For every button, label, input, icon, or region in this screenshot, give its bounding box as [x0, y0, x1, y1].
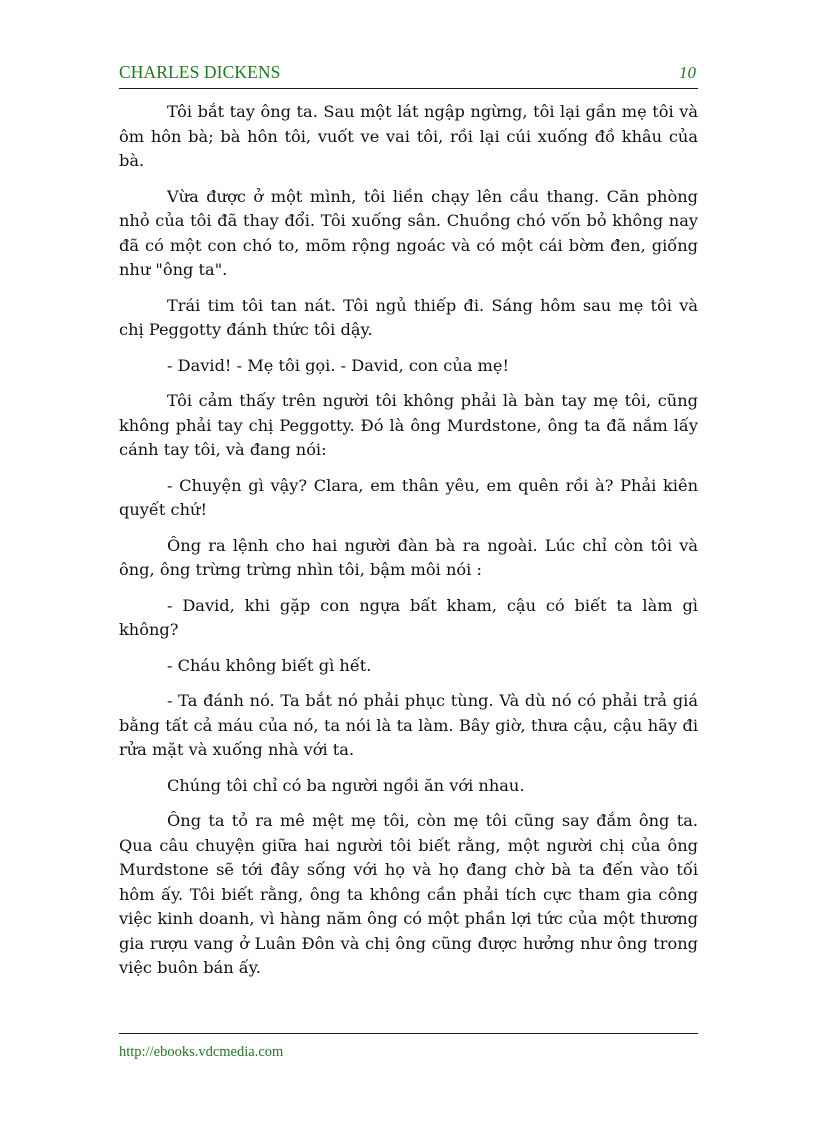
paragraph: - David! - Mẹ tôi gọi. - David, con của mẹ!	[167, 355, 509, 375]
page-number: 10	[679, 63, 696, 82]
footer-url: http://ebooks.vdcmedia.com	[119, 1044, 284, 1060]
paragraph: Vừa được ở một mình, tôi liền chạy lên cầu thang. Căn phòng nhỏ của tôi đã thay đổi. Tôi xuống sân. Chuồng chó vốn bỏ không nay đã có một con chó to, mõm rộng ngoác và có một cái bờm đen, giống như "ông ta".	[119, 186, 698, 279]
paragraph: Ông ra lệnh cho hai người đàn bà ra ngoài. Lúc chỉ còn tôi và ông, ông trừng trừng nhìn tôi, bậm môi nói :	[119, 535, 698, 579]
page-header	[119, 60, 698, 89]
paragraph: Chúng tôi chỉ có ba người ngồi ăn với nhau.	[167, 775, 525, 795]
running-head-author: CHARLES DICKENS	[119, 62, 281, 82]
paragraph: - Ta đánh nó. Ta bắt nó phải phục tùng. Và dù nó có phải trả giá bằng tất cả máu của nó, ta nói là ta làm. Bây giờ, thưa cậu, cậu hãy đi rửa mặt và xuống nhà với ta.	[119, 691, 698, 759]
paragraph: Tôi bắt tay ông ta. Sau một lát ngập ngừng, tôi lại gần mẹ tôi và ôm hôn bà; bà hôn tôi, vuốt ve vai tôi, rồi lại cúi xuống đồ khâu của bà.	[119, 102, 698, 170]
paragraph: - Chuyện gì vậy? Clara, em thân yêu, em quên rồi à? Phải kiên quyết chứ!	[119, 475, 698, 519]
paragraph: - David, khi gặp con ngựa bất kham, cậu có biết ta làm gì không?	[119, 595, 698, 639]
paragraph: Ông ta tỏ ra mê mệt mẹ tôi, còn mẹ tôi cũng say đắm ông ta. Qua câu chuyện giữa hai người tôi biết rằng, một người chị của ông Murdstone sẽ tới đây sống với họ và họ đang chờ bà ta đến vào tối hôm ấy. Tôi biết rằng, ông ta không cần phải tích cực tham gia công việc kinh doanh, vì hàng năm ông có một phần lợi tức của một thương gia rượu vang ở Luân Đôn và chị ông cũng được hưởng như ông trong việc buôn bán ấy.	[119, 811, 698, 977]
paragraph: - Cháu không biết gì hết.	[167, 655, 372, 675]
page-footer	[119, 1033, 698, 1060]
paragraph: Trái tim tôi tan nát. Tôi ngủ thiếp đi. Sáng hôm sau mẹ tôi và chị Peggotty đánh thức tôi dậy.	[119, 295, 698, 339]
page-body	[119, 100, 698, 992]
paragraph: Tôi cảm thấy trên người tôi không phải là bàn tay mẹ tôi, cũng không phải tay chị Peggotty. Đó là ông Murdstone, ông ta đã nắm lấy cánh tay tôi, và đang nói:	[119, 391, 698, 459]
